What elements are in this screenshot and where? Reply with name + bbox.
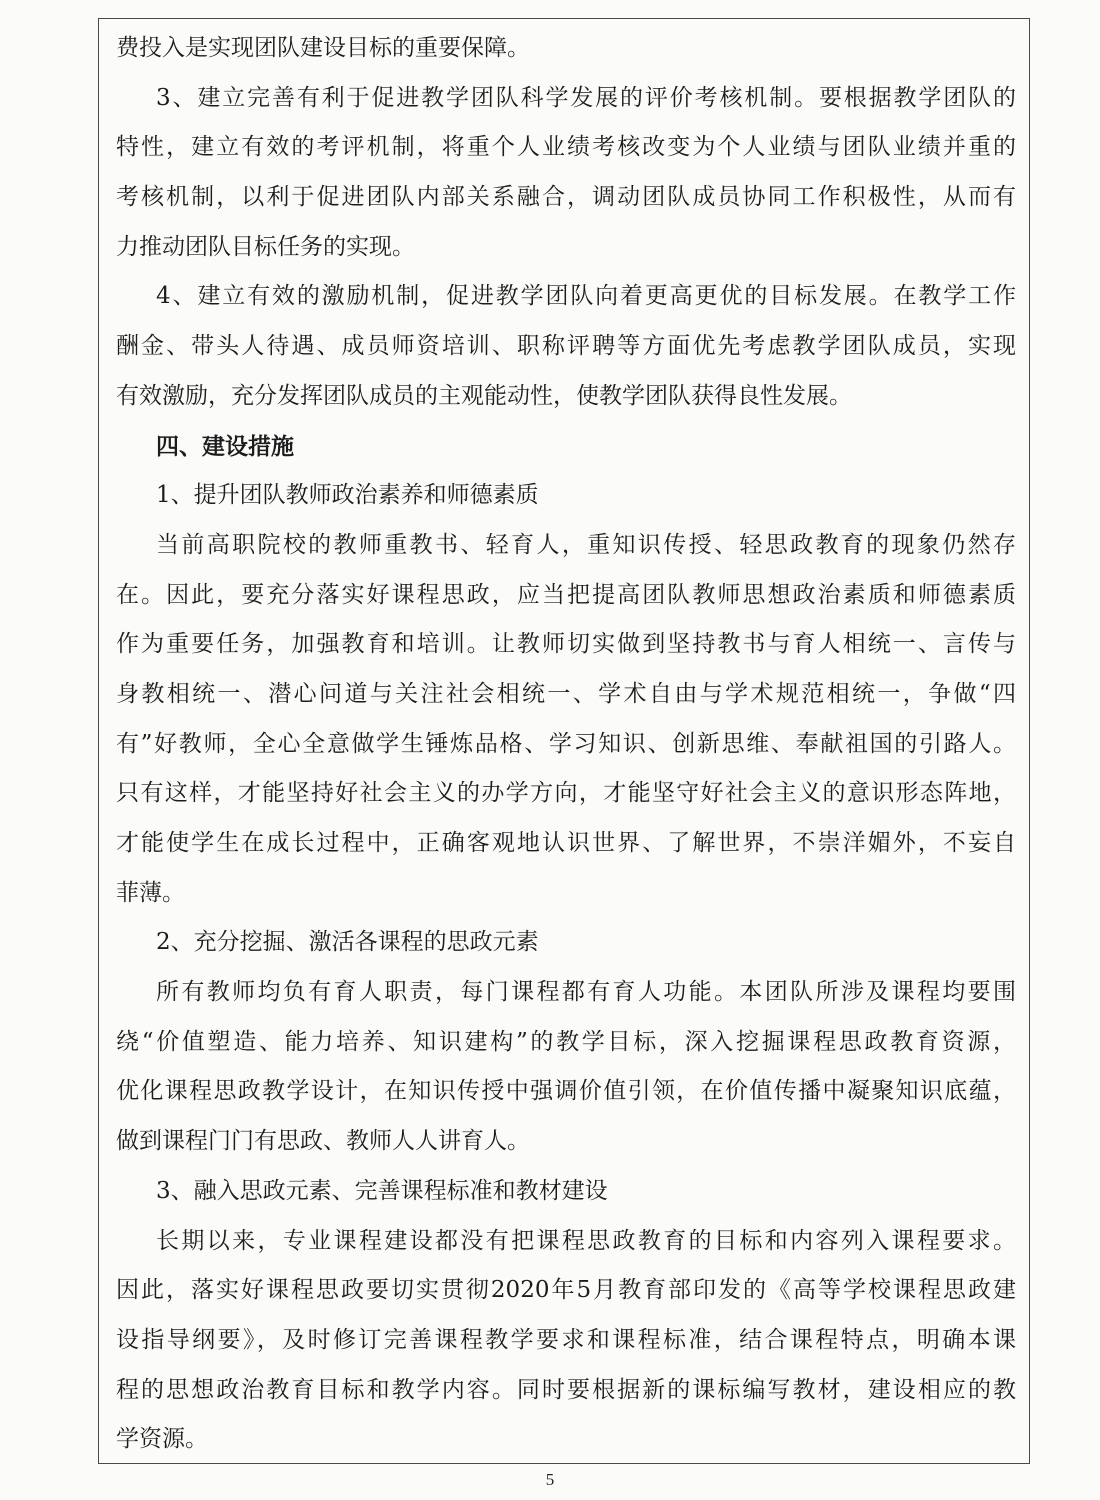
text-line: 优化课程思政教学设计，在知识传授中强调价值引领，在价值传播中凝聚知识底蕴， [116,1078,1016,1105]
text-line: 只有这样，才能坚持好社会主义的办学方向，才能坚守好社会主义的意识形态阵地， [116,780,1016,807]
text-line: 1、提升团队教师政治素养和师德素质 [156,482,539,509]
section-heading: 四、建设措施 [156,432,294,460]
text-line: 力推动团队目标任务的实现。 [116,233,415,260]
text-line: 学资源。 [116,1426,208,1453]
page-number: 5 [545,1470,555,1489]
text-line: 长期以来，专业课程建设都没有把课程思政教育的目标和内容列入课程要求。 [156,1227,1016,1254]
text-line: 有效激励，充分发挥团队成员的主观能动性，使教学团队获得良性发展。 [116,382,852,409]
text-line: 菲薄。 [116,879,185,906]
text-line: 在。因此，要充分落实好课程思政，应当把提高团队教师思想政治素质和师德素质 [116,581,1016,608]
text-line: 身教相统一、潜心问道与关注社会相统一、学术自由与学术规范相统一，争做“四 [116,680,1016,707]
text-line: 作为重要任务，加强教育和培训。让教师切实做到坚持教书与育人相统一、言传与 [116,631,1016,658]
document-body [116,24,1016,1465]
text-line: 特性，建立有效的考评机制，将重个人业绩考核改变为个人业绩与团队业绩并重的 [116,134,1016,161]
text-line: 2、充分挖掘、激活各课程的思政元素 [156,929,539,956]
text-line: 做到课程门门有思政、教师人人讲育人。 [116,1128,530,1155]
text-line: 3、建立完善有利于促进教学团队科学发展的评价考核机制。要根据教学团队的 [156,84,1016,111]
text-line: 设指导纲要》，及时修订完善课程教学要求和课程标准，结合课程特点，明确本课 [116,1326,1016,1353]
text-line: 才能使学生在成长过程中，正确客观地认识世界、了解世界，不崇洋媚外，不妄自 [116,830,1016,856]
text-line: 当前高职院校的教师重教书、轻育人，重知识传授、轻思政教育的现象仍然存 [156,531,1016,558]
text-line: 酬金、带头人待遇、成员师资培训、职称评聘等方面优先考虑教学团队成员，实现 [116,333,1016,360]
text-line: 所有教师均负有育人职责，每门课程都有育人功能。本团队所涉及课程均要围 [156,979,1016,1006]
text-line: 费投入是实现团队建设目标的重要保障。 [116,35,530,61]
text-line: 绕“价值塑造、能力培养、知识建构”的教学目标，深入挖掘课程思政教育资源， [116,1028,1016,1055]
text-line: 考核机制，以利于促进团队内部关系融合，调动团队成员协同工作积极性，从而有 [116,184,1016,211]
text-line: 程的思想政治教育目标和教学内容。同时要根据新的课标编写教材，建设相应的教 [116,1376,1016,1403]
text-line: 4、建立有效的激励机制，促进教学团队向着更高更优的目标发展。在教学工作 [156,283,1016,310]
text-line: 因此，落实好课程思政要切实贯彻2020年5月教育部印发的《高等学校课程思政建 [116,1277,1016,1304]
text-line: 有”好教师，全心全意做学生锤炼品格、学习知识、创新思维、奉献祖国的引路人。 [116,730,1016,757]
text-line: 3、融入思政元素、完善课程标准和教材建设 [156,1177,608,1204]
